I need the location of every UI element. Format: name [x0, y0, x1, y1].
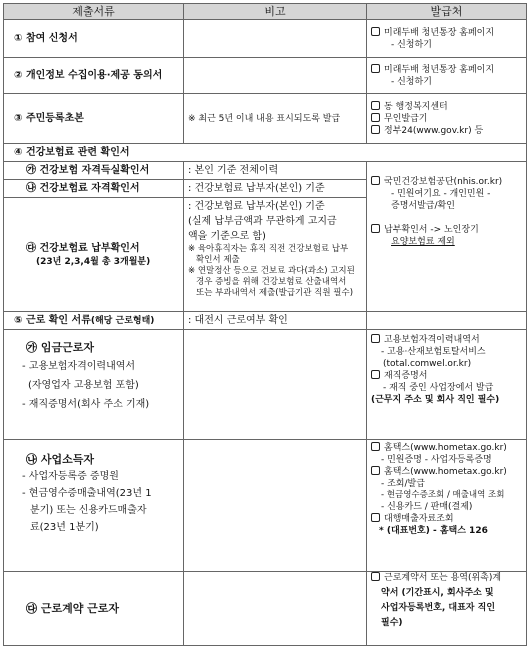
table-row [4, 20, 527, 58]
issuer-cell: 미래두배 청년통장 홈페이지 - 신청하기 [367, 20, 527, 58]
issuer-cell: 미래두배 청년통장 홈페이지 - 신청하기 [367, 58, 527, 94]
table-row [4, 58, 527, 94]
checkbox-square-icon [371, 466, 380, 475]
section-title: ④ 건강보험료 관련 확인서 [4, 144, 527, 162]
note-cell [184, 58, 367, 94]
doc-cell: ② 개인정보 수집이용·제공 동의서 [4, 58, 184, 94]
checkbox-square-icon [371, 101, 380, 110]
table-row [4, 440, 527, 572]
header-row [4, 4, 527, 20]
issuer-cell [367, 312, 527, 330]
note-cell [184, 330, 367, 440]
table-row [4, 572, 527, 646]
section-row [4, 312, 527, 330]
doc-cell: ③ 주민등록초본 [4, 94, 184, 144]
header-issuer: 발급처 [367, 4, 527, 20]
doc-cell: ㉯ 건강보험료 자격확인서 [4, 180, 184, 198]
checkbox-square-icon [371, 176, 380, 185]
doc-cell: ㉯ 사업소득자 - 사업자등록증 증명원 - 현금영수증매출내역(23년 1 분기) 또는 신용카드매출자 료(23년 1분기) [4, 440, 184, 572]
checkbox-square-icon [371, 513, 380, 522]
document-table [3, 3, 527, 646]
table-row [4, 162, 527, 180]
note-cell: ※ 최근 5년 이내 내용 표시되도록 발급 [184, 94, 367, 144]
section-title: ⑤ 근로 확인 서류(해당 근로형태) [4, 312, 184, 330]
note-cell: : 건강보험료 납부자(본인) 기준 [184, 180, 367, 198]
issuer-cell: 국민건강보험공단(nhis.or.kr) - 민원여기요 - 개인민원 - 증명서발급/확인 납부확인서 -> 노인장기 요양보험료 제외 [367, 162, 527, 312]
issuer-cell: 근로계약서 또는 용역(위촉)계 약서 (기간표시, 회사주소 및 사업자등록번호, 대표자 직인 필수) [367, 572, 527, 646]
section-row [4, 144, 527, 162]
note-cell [184, 440, 367, 572]
checkbox-square-icon [371, 370, 380, 379]
checkbox-square-icon [371, 224, 380, 233]
note-cell: : 건강보험료 납부자(본인) 기준 (실제 납부금액과 무관하게 고지금 액을 기준으로 함) ※ 육아휴직자는 휴직 직전 건강보험료 납부 확인서 제출 ※ 연말정산 등으로 건보료 과다(과소) 고지된 경우 증빙을 위해 건강보험료 산출내역서 또는 부과내역서 제출(발급기관 직원 필수) [184, 198, 367, 312]
doc-cell: ㉮ 건강보험 자격득실확인서 [4, 162, 184, 180]
note-cell: : 대전시 근로여부 확인 [184, 312, 367, 330]
checkbox-square-icon [371, 64, 380, 73]
doc-cell: ① 참여 신청서 [4, 20, 184, 58]
checkbox-square-icon [371, 125, 380, 134]
table-row [4, 330, 527, 440]
doc-cell: ㉰ 건강보험료 납부확인서 (23년 2,3,4월 총 3개월분) [4, 198, 184, 312]
header-documents: 제출서류 [4, 4, 184, 20]
checkbox-square-icon [371, 113, 380, 122]
doc-cell: ㉮ 임금근로자 - 고용보험자격이력내역서 (자영업자 고용보험 포함) - 재직증명서(회사 주소 기재) [4, 330, 184, 440]
doc-cell: ㉰ 근로계약 근로자 [4, 572, 184, 646]
checkbox-square-icon [371, 27, 380, 36]
header-remarks: 비고 [184, 4, 367, 20]
note-cell [184, 20, 367, 58]
table-row [4, 94, 527, 144]
note-cell [184, 572, 367, 646]
issuer-cell: 동 행정복지센터 무인발급기 정부24(www.gov.kr) 등 [367, 94, 527, 144]
checkbox-square-icon [371, 334, 380, 343]
issuer-cell: 홈택스(www.hometax.go.kr) - 민원증명 - 사업자등록증명 홈택스(www.hometax.go.kr) - 조회/발급 - 현금영수증조회 / 매출내역 조회 - 신용카드 / 판매(결제) 대행매출자료조회 * (대표번호) - 홈택스 126 [367, 440, 527, 572]
checkbox-square-icon [371, 572, 380, 581]
issuer-cell: 고용보험자격이력내역서 - 고용·산재보험토탈서비스 (total.comwel.or.kr) 재직증명서 - 재직 중인 사업장에서 발급 (근무지 주소 및 회사 직인 필수) [367, 330, 527, 440]
checkbox-square-icon [371, 442, 380, 451]
note-cell: : 본인 기준 전체이력 [184, 162, 367, 180]
